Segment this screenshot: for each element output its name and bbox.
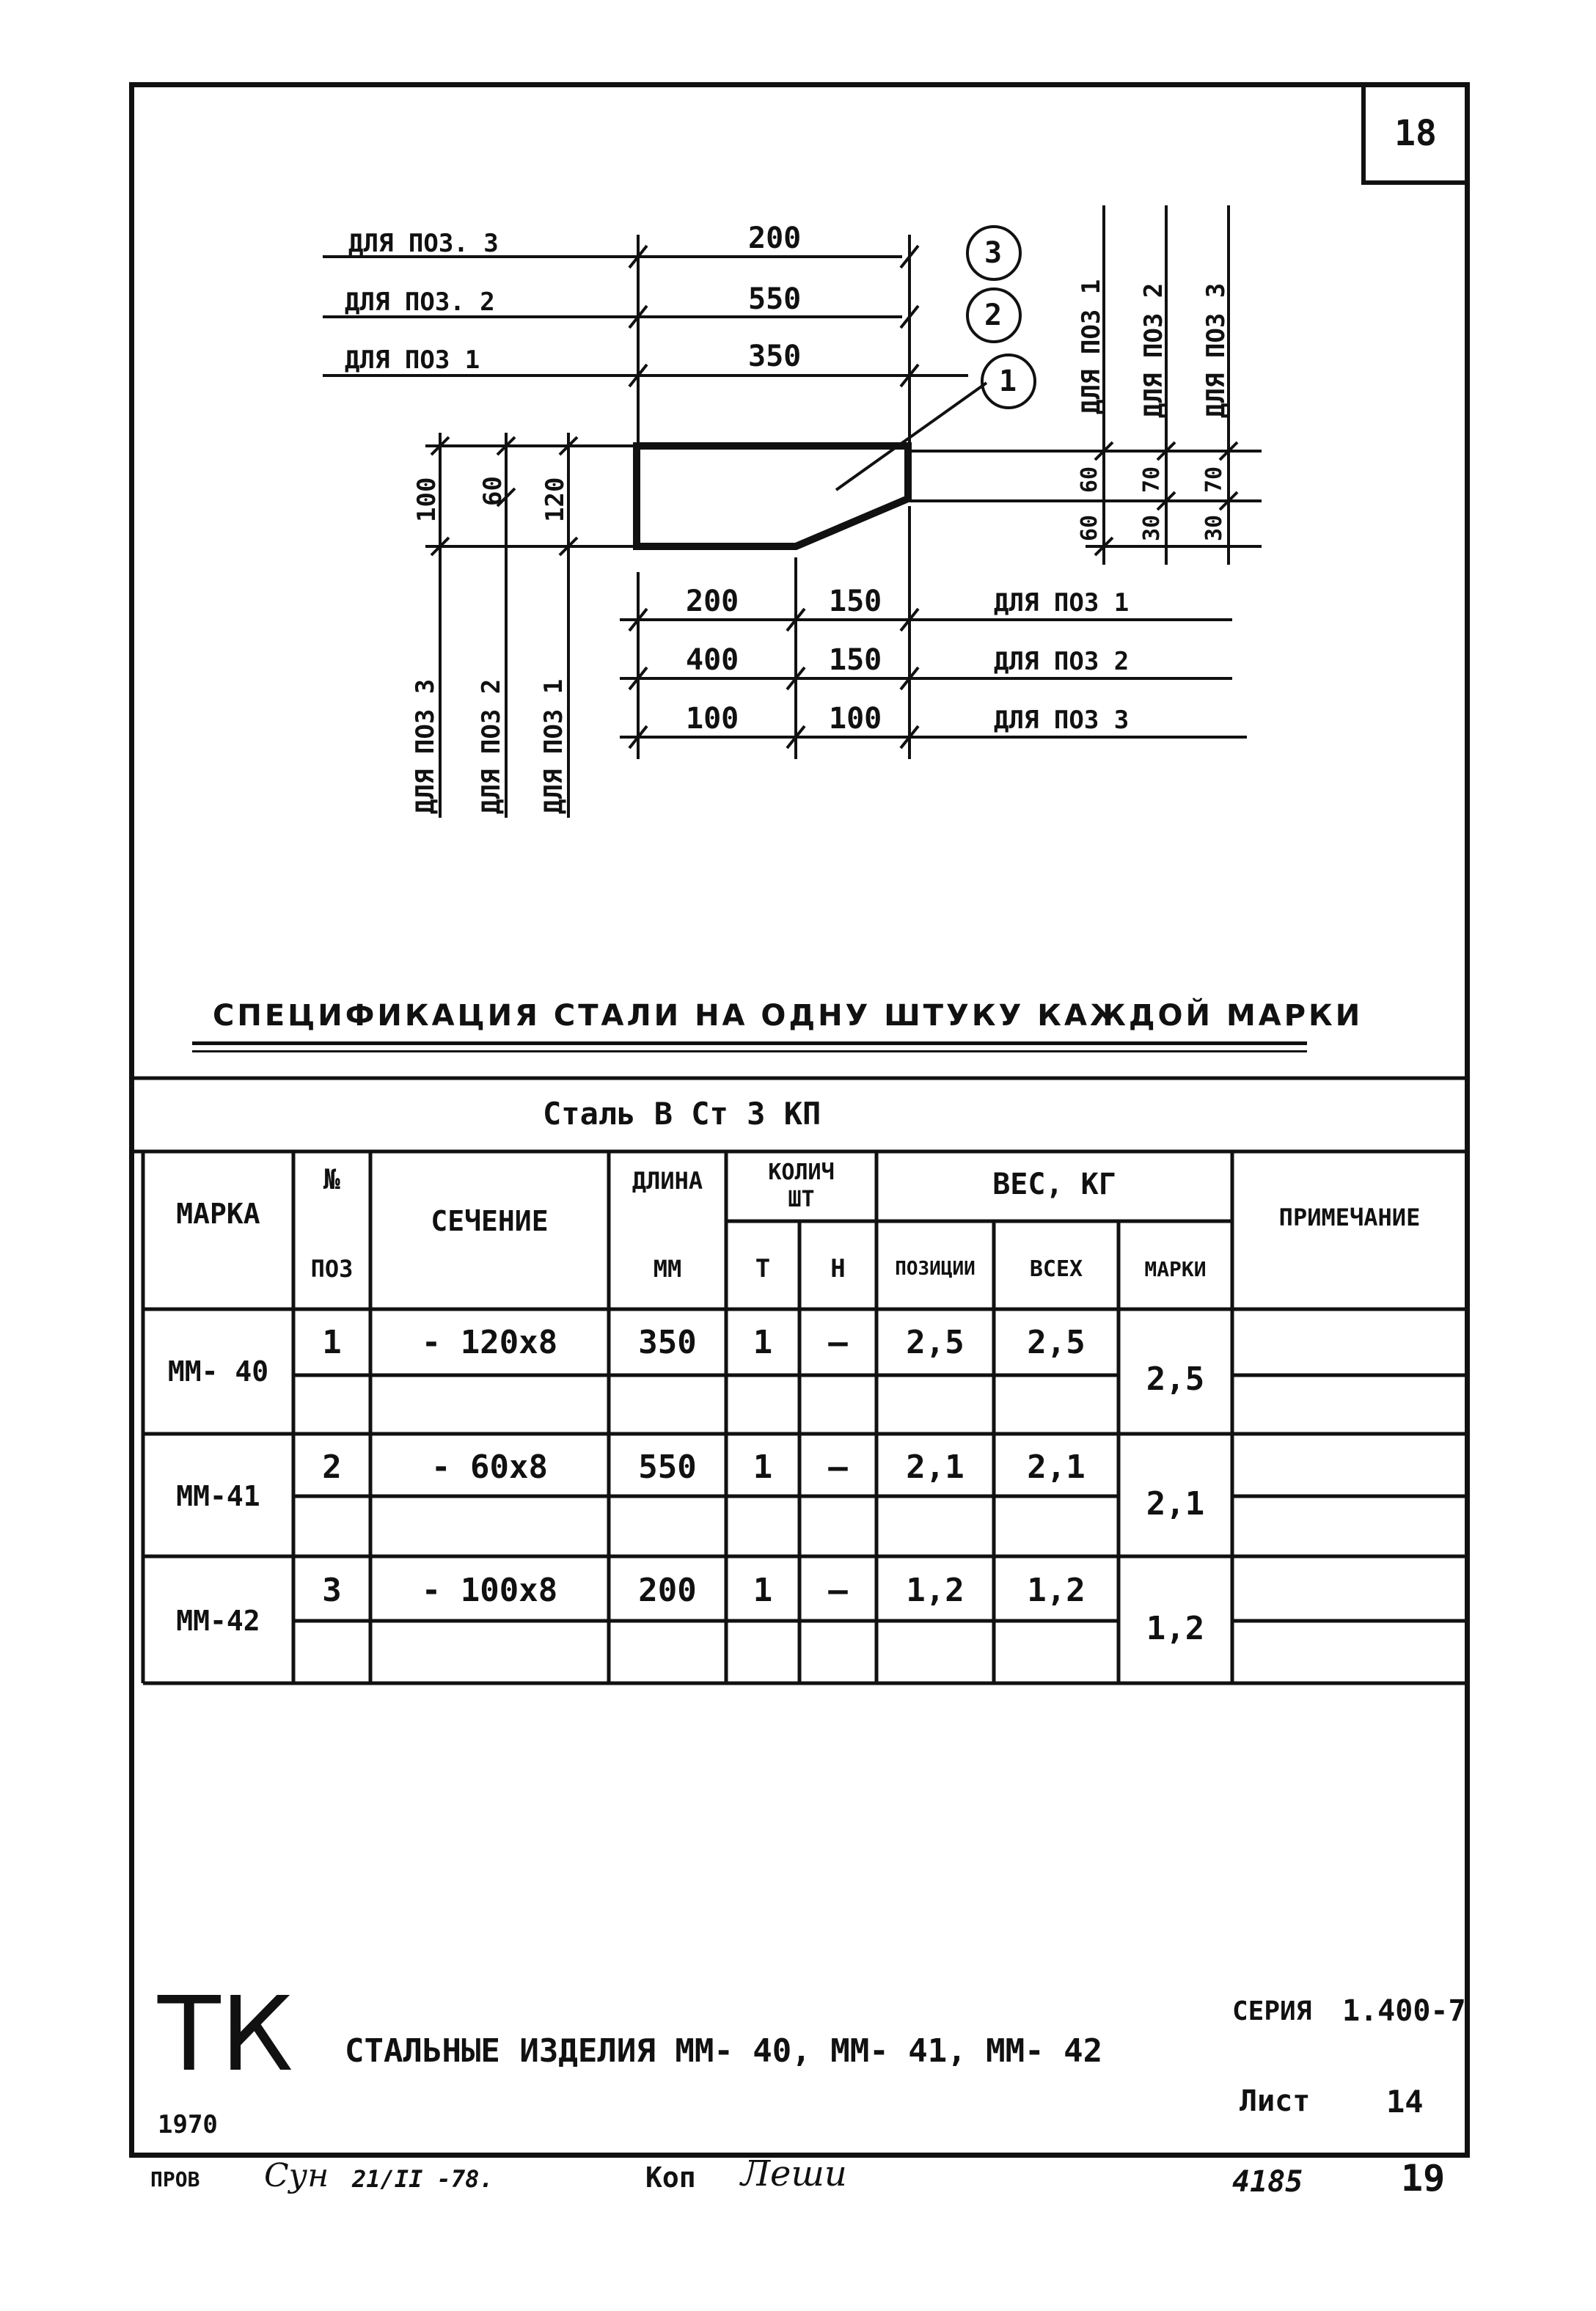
bottom-dim-b-3: 100 (829, 702, 882, 736)
row1-t: 1 (753, 1323, 773, 1361)
header-marki: МАРКИ (1144, 1256, 1207, 1281)
footer-code: 4185 (1232, 2165, 1303, 2199)
row2-marka: ММ-41 (176, 1480, 260, 1512)
header-primechanie: ПРИМЕЧАНИЕ (1278, 1204, 1421, 1231)
top-row-value-2: 550 (748, 282, 802, 316)
tk-year: 1970 (158, 2110, 218, 2139)
right-dim-70-a: 70 (1139, 466, 1165, 493)
header-marka: МАРКА (176, 1198, 260, 1230)
top-row-label-2: ДЛЯ ПОЗ. 2 (345, 287, 495, 317)
right-label-poz2: ДЛЯ ПОЗ 2 (1139, 282, 1168, 418)
right-dim-60-top: 60 (1077, 466, 1102, 493)
bottom-dim-b-1: 150 (829, 585, 882, 618)
row1-sechenie: - 120x8 (421, 1323, 558, 1361)
top-row-label-3: ДЛЯ ПОЗ. 3 (348, 229, 499, 258)
footer-page: 19 (1401, 2157, 1446, 2200)
header-dlina: ДЛИНА (632, 1167, 703, 1195)
bottom-dim-a-2: 400 (686, 643, 739, 677)
header-sechenie: СЕЧЕНИЕ (431, 1205, 549, 1237)
row1-pozicii: 2,5 (906, 1323, 964, 1361)
header-ves: ВЕС, КГ (992, 1168, 1116, 1201)
page-number: 18 (1394, 113, 1437, 154)
header-mm: ММ (653, 1255, 682, 1283)
right-dim-60-bottom: 60 (1077, 514, 1102, 541)
row3-sechenie: - 100x8 (421, 1571, 558, 1609)
top-row-value-1: 350 (748, 340, 802, 373)
right-dim-30-b: 30 (1201, 514, 1227, 541)
footer-prov-signature: Сун (264, 2157, 329, 2194)
row1-marki: 2,5 (1146, 1360, 1205, 1398)
footer-prov: ПРОВ (150, 2167, 200, 2191)
list-label: Лист (1240, 2084, 1311, 2118)
steel-grade: Сталь В Ст 3 КП (543, 1096, 821, 1132)
row2-t: 1 (753, 1448, 773, 1486)
position-circle-3: 3 (984, 236, 1003, 270)
row3-vseh: 1,2 (1027, 1571, 1086, 1609)
bottom-label-1: ДЛЯ ПОЗ 1 (994, 588, 1130, 618)
left-dim-60: 60 (478, 476, 508, 506)
seria-label: СЕРИЯ (1232, 1996, 1312, 2026)
row1-vseh: 2,5 (1027, 1323, 1086, 1361)
row2-n: — (828, 1448, 848, 1486)
header-pozicii: ПОЗИЦИИ (895, 1258, 975, 1280)
left-dim-100: 100 (412, 477, 442, 522)
right-dim-30-a: 30 (1139, 514, 1165, 541)
bottom-dim-b-2: 150 (829, 643, 882, 677)
bottom-label-2: ДЛЯ ПОЗ 2 (994, 647, 1130, 676)
row1-poz: 1 (322, 1323, 342, 1361)
row3-marki: 1,2 (1146, 1609, 1205, 1647)
header-n: Н (830, 1254, 846, 1283)
right-label-poz3: ДЛЯ ПОЗ 3 (1201, 282, 1231, 418)
top-row-value-3: 200 (748, 221, 802, 255)
row2-poz: 2 (322, 1448, 342, 1486)
footer-kop: Коп (645, 2161, 696, 2194)
left-label-poz2: ДЛЯ ПОЗ 2 (477, 678, 506, 814)
header-poz: ПОЗ (310, 1255, 354, 1283)
right-dim-70-b: 70 (1201, 466, 1227, 493)
position-circle-1: 1 (999, 365, 1017, 398)
row1-n: — (828, 1323, 848, 1361)
footer-prov-date: 21/II -78. (352, 2165, 494, 2193)
right-label-poz1: ДЛЯ ПОЗ 1 (1077, 279, 1106, 414)
header-sht: ШТ (788, 1186, 815, 1212)
row2-dlina: 550 (638, 1448, 697, 1486)
left-label-poz1: ДЛЯ ПОЗ 1 (539, 678, 568, 814)
position-circle-2: 2 (984, 299, 1003, 332)
bottom-label-3: ДЛЯ ПОЗ 3 (994, 706, 1130, 735)
row3-dlina: 200 (638, 1571, 697, 1609)
left-label-poz3: ДЛЯ ПОЗ 3 (411, 678, 440, 814)
header-kolich: КОЛИЧ (768, 1159, 835, 1185)
left-dim-120: 120 (541, 477, 570, 522)
row3-n: — (828, 1571, 848, 1609)
row3-marka: ММ-42 (176, 1605, 260, 1637)
tk-logo: ТК (158, 1975, 293, 2095)
document-title: СТАЛЬНЫЕ ИЗДЕЛИЯ ММ- 40, ММ- 41, ММ- 42 (345, 2032, 1103, 2070)
row3-t: 1 (753, 1571, 773, 1609)
row2-pozicii: 2,1 (906, 1448, 964, 1486)
row2-sechenie: - 60x8 (431, 1448, 548, 1486)
footer-kop-signature: Леши (741, 2153, 847, 2194)
row2-vseh: 2,1 (1027, 1448, 1086, 1486)
row1-dlina: 350 (638, 1323, 697, 1361)
header-vseh: ВСЕХ (1029, 1256, 1083, 1282)
row3-poz: 3 (322, 1571, 342, 1609)
list-value: 14 (1386, 2084, 1424, 2120)
bottom-dim-a-3: 100 (686, 702, 739, 736)
header-no: № (323, 1163, 340, 1195)
row2-marki: 2,1 (1146, 1484, 1205, 1523)
spec-title: СПЕЦИФИКАЦИЯ СТАЛИ НА ОДНУ ШТУКУ КАЖДОЙ МАРКИ (213, 999, 1363, 1033)
top-row-label-1: ДЛЯ ПОЗ 1 (345, 345, 480, 375)
header-t: Т (755, 1254, 771, 1283)
row3-pozicii: 1,2 (906, 1571, 964, 1609)
bottom-dim-a-1: 200 (686, 585, 739, 618)
row1-marka: ММ- 40 (167, 1355, 269, 1388)
seria-value: 1.400-7 (1342, 1994, 1466, 2028)
